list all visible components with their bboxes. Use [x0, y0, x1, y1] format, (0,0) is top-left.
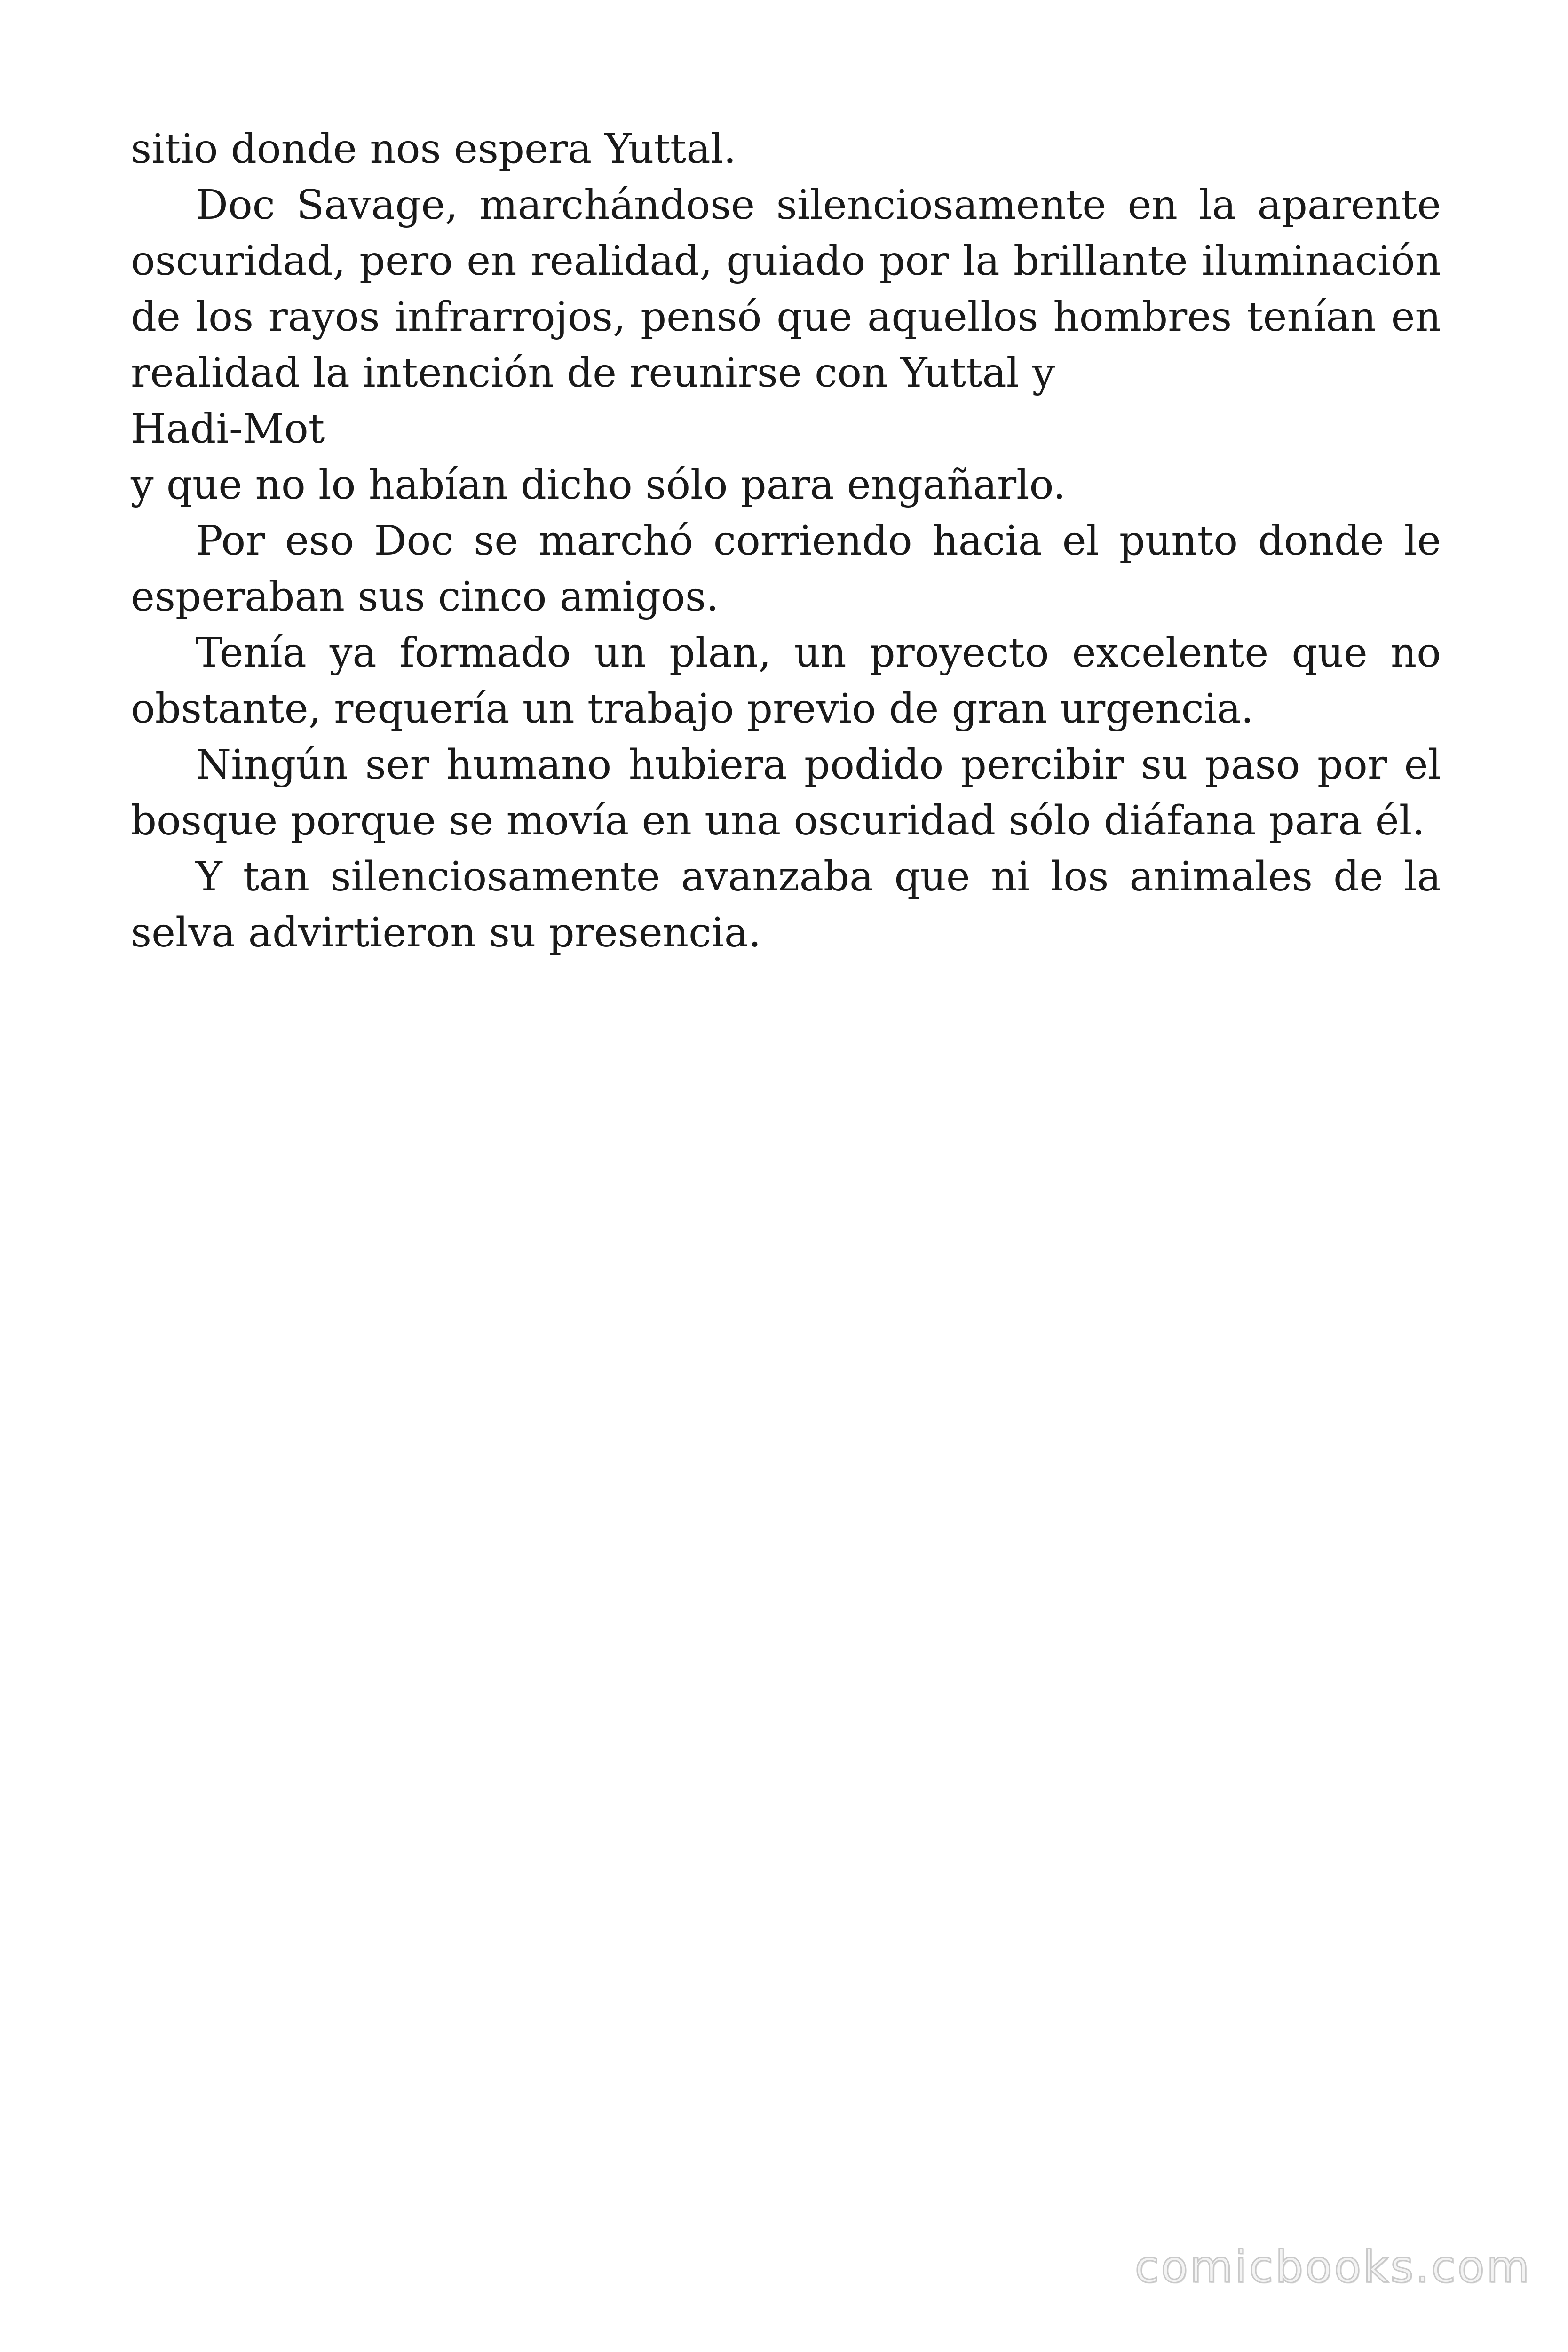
paragraph: Por eso Doc se marchó corriendo hacia el punto donde le esperaban sus cinco amigos.	[131, 517, 1441, 620]
watermark-text: comicbooks.com	[1134, 2241, 1531, 2293]
body-text	[131, 121, 1441, 961]
paragraph-continuation-line: y que no lo habían dicho sólo para engañarlo.	[131, 461, 1066, 509]
paragraph: Doc Savage, marchándose silenciosamente en la aparente oscuridad, pero en realidad, guiado por la brillante iluminación de los rayos infrarrojos, pensó que aquellos hombres tenían en realidad la intención de reunirse con Yuttal y	[131, 182, 1441, 397]
paragraph-name-line: Hadi-Mot	[131, 405, 325, 453]
paragraph-continuation: sitio donde nos espera Yuttal.	[131, 126, 736, 173]
paragraph: Tenía ya formado un plan, un proyecto excelente que no obstante, requería un trabajo previo de gran urgencia.	[131, 629, 1441, 732]
paragraph: Y tan silenciosamente avanzaba que ni los animales de la selva advirtieron su presencia.	[131, 853, 1441, 956]
paragraph: Ningún ser humano hubiera podido percibir su paso por el bosque porque se movía en una oscuridad sólo diáfana para él.	[131, 741, 1441, 844]
